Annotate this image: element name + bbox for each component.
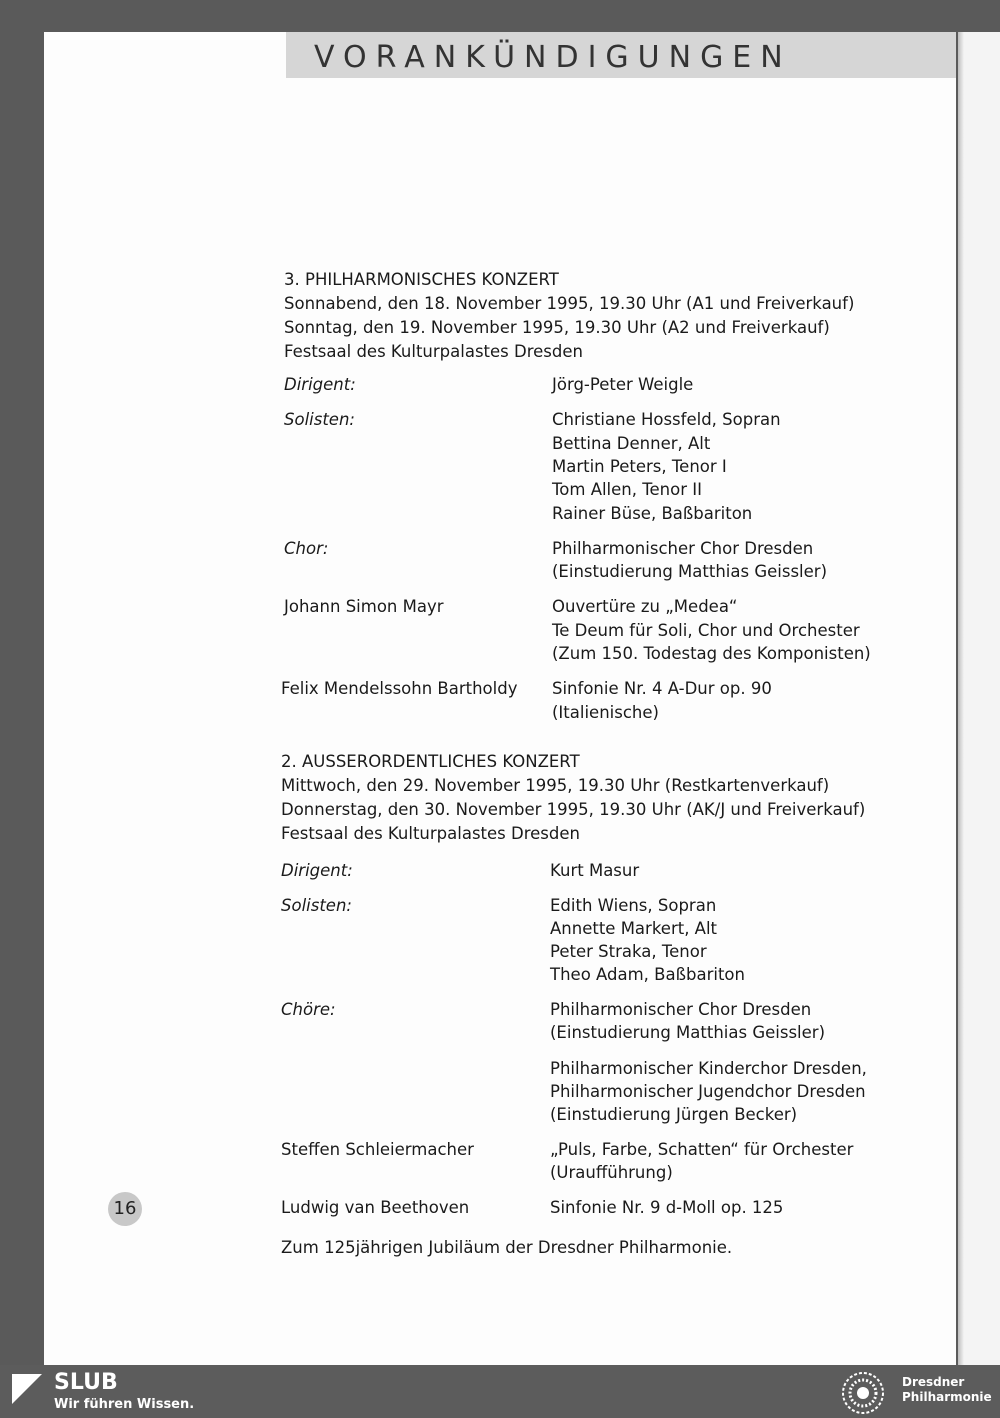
concert2-choir-note: (Einstudierung Jürgen Becker) [550, 1105, 798, 1124]
concert2-choir: Philharmonischer Jugendchor Dresden [550, 1082, 866, 1101]
concert2-conductor: Kurt Masur [550, 861, 640, 880]
concert1-venue: Festsaal des Kulturpalastes Dresden [284, 342, 583, 361]
concert1-soloist: Bettina Denner, Alt [552, 434, 711, 453]
concert2-date2: Donnerstag, den 30. November 1995, 19.30 Uhr (AK/J und Freiverkauf) [281, 800, 866, 819]
footer-bar [0, 1365, 1000, 1418]
concert1-work-note: (Zum 150. Todestag des Komponisten) [552, 644, 871, 663]
partner-name [902, 1375, 992, 1405]
page-title: VORANKÜNDIGUNGEN [314, 40, 792, 75]
concert1-work: Te Deum für Soli, Chor und Orchester [552, 621, 860, 640]
partner-name-line1: Dresdner [902, 1375, 965, 1389]
concert1-choir-note: (Einstudierung Matthias Geissler) [552, 562, 828, 581]
partner-name-line2: Philharmonie [902, 1390, 992, 1404]
concert2-choir: Philharmonischer Kinderchor Dresden, [550, 1059, 867, 1078]
concert2-soloist: Peter Straka, Tenor [550, 942, 707, 961]
concert1-conductor-label: Dirigent: [284, 375, 356, 394]
concert2-choirs-label: Chöre: [281, 1000, 336, 1019]
concert2-conductor-label: Dirigent: [281, 861, 353, 880]
concert1-date1: Sonnabend, den 18. November 1995, 19.30 Uhr (A1 und Freiverkauf) [284, 294, 855, 313]
document-page [44, 32, 956, 1365]
concert2-work: „Puls, Farbe, Schatten“ für Orchester [550, 1140, 854, 1159]
announcements [44, 32, 956, 1365]
concert2-work: Sinfonie Nr. 9 d-Moll op. 125 [550, 1198, 784, 1217]
concert2-work-note: (Uraufführung) [550, 1163, 673, 1182]
concert1-soloist: Tom Allen, Tenor II [552, 480, 702, 499]
slub-tagline: Wir führen Wissen. [54, 1397, 195, 1412]
concert1-composer: Johann Simon Mayr [284, 597, 444, 616]
concert2-date1: Mittwoch, den 29. November 1995, 19.30 Uhr (Restkartenverkauf) [281, 776, 830, 795]
concert2-soloist: Theo Adam, Baßbariton [550, 965, 745, 984]
concert1-soloist: Rainer Büse, Baßbariton [552, 504, 753, 523]
concert2-composer: Steffen Schleiermacher [281, 1140, 474, 1159]
concert1-soloist: Christiane Hossfeld, Sopran [552, 410, 781, 429]
concert1-soloists-label: Solisten: [284, 410, 355, 429]
dresdner-philharmonie-logo-icon [842, 1372, 884, 1414]
concert1-soloist: Martin Peters, Tenor I [552, 457, 727, 476]
concert1-choir: Philharmonischer Chor Dresden [552, 539, 814, 558]
concert2-venue: Festsaal des Kulturpalastes Dresden [281, 824, 580, 843]
concert2-composer: Ludwig van Beethoven [281, 1198, 470, 1217]
page-number: 16 [108, 1192, 142, 1226]
slub-name: SLUB [54, 1370, 118, 1395]
concert2-soloist: Edith Wiens, Sopran [550, 896, 717, 915]
jubilee-note: Zum 125jährigen Jubiläum der Dresdner Philharmonie. [281, 1238, 733, 1257]
concert1-work-note: (Italienische) [552, 703, 659, 722]
concert1-choir-label: Chor: [284, 539, 329, 558]
concert1-title: 3. PHILHARMONISCHES KONZERT [284, 270, 559, 289]
concert2-soloists-label: Solisten: [281, 896, 352, 915]
concert1-composer: Felix Mendelssohn Bartholdy [281, 679, 518, 698]
concert2-choir: Philharmonischer Chor Dresden [550, 1000, 812, 1019]
concert1-date2: Sonntag, den 19. November 1995, 19.30 Uhr (A2 und Freiverkauf) [284, 318, 830, 337]
concert1-work: Sinfonie Nr. 4 A-Dur op. 90 [552, 679, 772, 698]
concert1-conductor: Jörg-Peter Weigle [552, 375, 694, 394]
adjacent-page-edge [958, 32, 1000, 1365]
concert2-soloist: Annette Markert, Alt [550, 919, 718, 938]
concert2-title: 2. AUSSERORDENTLICHES KONZERT [281, 752, 580, 771]
concert2-choir-note: (Einstudierung Matthias Geissler) [550, 1023, 826, 1042]
concert1-work: Ouvertüre zu „Medea“ [552, 597, 738, 616]
slub-logo-icon [12, 1374, 42, 1404]
